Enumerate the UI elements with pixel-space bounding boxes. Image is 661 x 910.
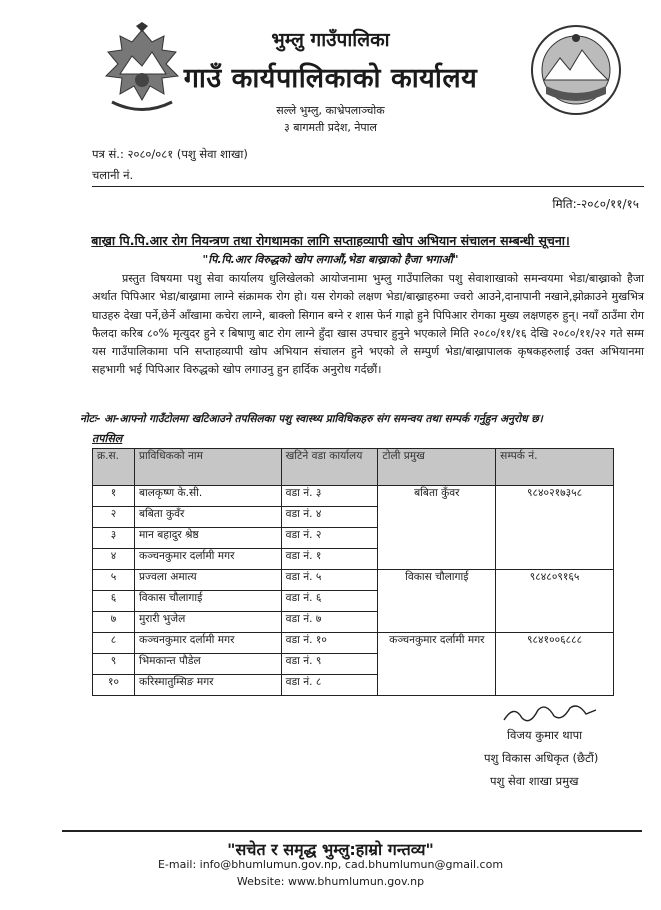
row-ward: वडा नं. ७ [281, 612, 378, 633]
team-leader: कञ्चनकुमार दर्लामी मगर [378, 633, 496, 696]
team-leader: बबिता कुँवर [378, 486, 496, 570]
row-ward: वडा नं. ४ [281, 507, 378, 528]
office-province: ३ बागमती प्रदेश, नेपाल [284, 121, 377, 134]
table-header-row [93, 449, 614, 486]
municipality-name: भुम्लु गाउँपालिका [271, 29, 390, 51]
office-name: गाउँ कार्यपालिकाको कार्यालय [183, 63, 478, 94]
technician-table [92, 448, 614, 696]
row-sn: ३ [93, 528, 135, 549]
letter-body [92, 270, 644, 380]
contact-number: ९८४१००६८८८ [496, 633, 614, 696]
header-contact: सम्पर्क नं. [496, 449, 614, 486]
body-paragraph: प्रस्तुत विषयमा पशु सेवा कार्यालय धुलिखेलको आयोजनामा भुम्लु गाउँपालिका पशु सेवाशाखाको समन्वयमा भेडा/बाख्राको हैजा अर्थात पिपिआर भेडा/बाख्रामा लाग्ने संक्रामक रोग हो। यस रोगको लक्षण भेडा/बाख्राहरुमा ज्वरो आउने,दानापानी नखाने,झोक्राउने मुखभित्र घाउहरु देखा पर्ने,छेर्ने आँखामा कचेरा लाग्ने, बाक्लो सिगान बग्ने र शास फेर्न गाह्रो हुने पिपिआर रोगका मुख्य लक्षणहरु हुन्। नयाँ ठाउँमा रोग फैलदा करिब ८०% मृत्युदर हुने र बिषाणु बाट रोग लाग्ने हुँदा खास उपचार हुनुने भएकाले मिति २०८०/११/१६ देखि २०८०/११/२२ गते सम्म यस गाउँपालिकामा पनि सप्ताहव्यापी खोप अभियान संचालन हुने भएको ले सम्पुर्ण भेडा/बाख्रापालक कृषकहरुलाई उक्त अभियानमा सहभागी भई पिपिआर विरुद्धको खोप लगाउनु हुन हार्दिक अनुरोध गर्दछौं। [92, 272, 644, 377]
row-sn: ४ [93, 549, 135, 570]
footer-website: Website: www.bhumlumun.gov.np [236, 875, 425, 888]
row-sn: ७ [93, 612, 135, 633]
header-sn: क्र.स. [93, 449, 135, 486]
footer-motto: "सचेत र समृद्ध भुम्लु:हाम्रो गन्तव्य" [227, 840, 434, 859]
row-name: करिस्मातुम्सिङ मगर [134, 675, 281, 696]
table-row [93, 633, 614, 654]
letter-date: मिति:-२०८०/११/१५ [552, 197, 639, 211]
signature-icon [500, 700, 600, 726]
letter-subject [0, 232, 661, 249]
row-sn: ९ [93, 654, 135, 675]
footer-divider [62, 830, 642, 832]
signatory-role: पशु सेवा शाखा प्रमुख [490, 774, 579, 788]
signatory-name: विजय कुमार थापा [507, 728, 583, 742]
row-sn: २ [93, 507, 135, 528]
row-name: विकास चौलागाई [134, 591, 281, 612]
header-name: प्राविधिकको नाम [134, 449, 281, 486]
row-name: कञ्चनकुमार दर्लामी मगर [134, 633, 281, 654]
row-name: भिमकान्त पौडेल [134, 654, 281, 675]
row-sn: ६ [93, 591, 135, 612]
table-row [93, 570, 614, 591]
row-name: मान बहादुर श्रेष्ठ [134, 528, 281, 549]
header-divider [92, 186, 644, 187]
row-sn: ५ [93, 570, 135, 591]
table-label: तपसिल [92, 432, 123, 445]
contact-number: ९८४८०९१६५ [496, 570, 614, 633]
chalani-number: चलानी नं. [92, 168, 134, 182]
row-name: प्रज्वला अमात्य [134, 570, 281, 591]
row-name: बबिता कुवँर [134, 507, 281, 528]
patra-number: पत्र सं.: २०८०/०८१ (पशु सेवा शाखा) [92, 147, 248, 161]
team-leader: विकास चौलागाई [378, 570, 496, 633]
subject-text: बाख्रा पि.पि.आर रोग नियन्त्रण तथा रोगथामका लागि सप्ताहव्यापी खोप अभियान संचालन सम्बन्धी सूचना। [91, 233, 570, 248]
row-ward: वडा नं. १० [281, 633, 378, 654]
row-ward: वडा नं. ५ [281, 570, 378, 591]
row-ward: वडा नं. १ [281, 549, 378, 570]
header-ward: खटिने वडा कार्यालय [281, 449, 378, 486]
slogan: "पि.पि.आर विरुद्धको खोप लगाऔं,भेडा बाख्राको हैजा भगाऔं" [202, 253, 459, 266]
header-leader: टोली प्रमुख [378, 449, 496, 486]
office-address: सल्ले भुम्लु, काभ्रेपलाञ्चोक [276, 104, 385, 117]
row-ward: वडा नं. ९ [281, 654, 378, 675]
row-name: कञ्चनकुमार दर्लामी मगर [134, 549, 281, 570]
table-row [93, 486, 614, 507]
row-sn: ८ [93, 633, 135, 654]
row-ward: वडा नं. २ [281, 528, 378, 549]
note: नोटः- आ-आफ्नो गाउँटोलमा खटिआउने तपसिलका पशु स्वास्थ्य प्राविधिकहरु संग समन्वय तथा सम्पर्क गर्नुहुन अनुरोध छ। [80, 413, 543, 425]
row-name: बालकृष्ण के.सी. [134, 486, 281, 507]
row-sn: १० [93, 675, 135, 696]
row-ward: वडा नं. ८ [281, 675, 378, 696]
contact-number: ९८४०२१७३५८ [496, 486, 614, 570]
row-name: मुरारी भुजेल [134, 612, 281, 633]
row-ward: वडा नं. ६ [281, 591, 378, 612]
row-sn: १ [93, 486, 135, 507]
signatory-title: पशु विकास अधिकृत (छैटौं) [484, 751, 599, 765]
footer-email: E-mail: info@bhumlumun.gov.np, cad.bhumlumun@gmail.com [157, 858, 504, 871]
row-ward: वडा नं. ३ [281, 486, 378, 507]
